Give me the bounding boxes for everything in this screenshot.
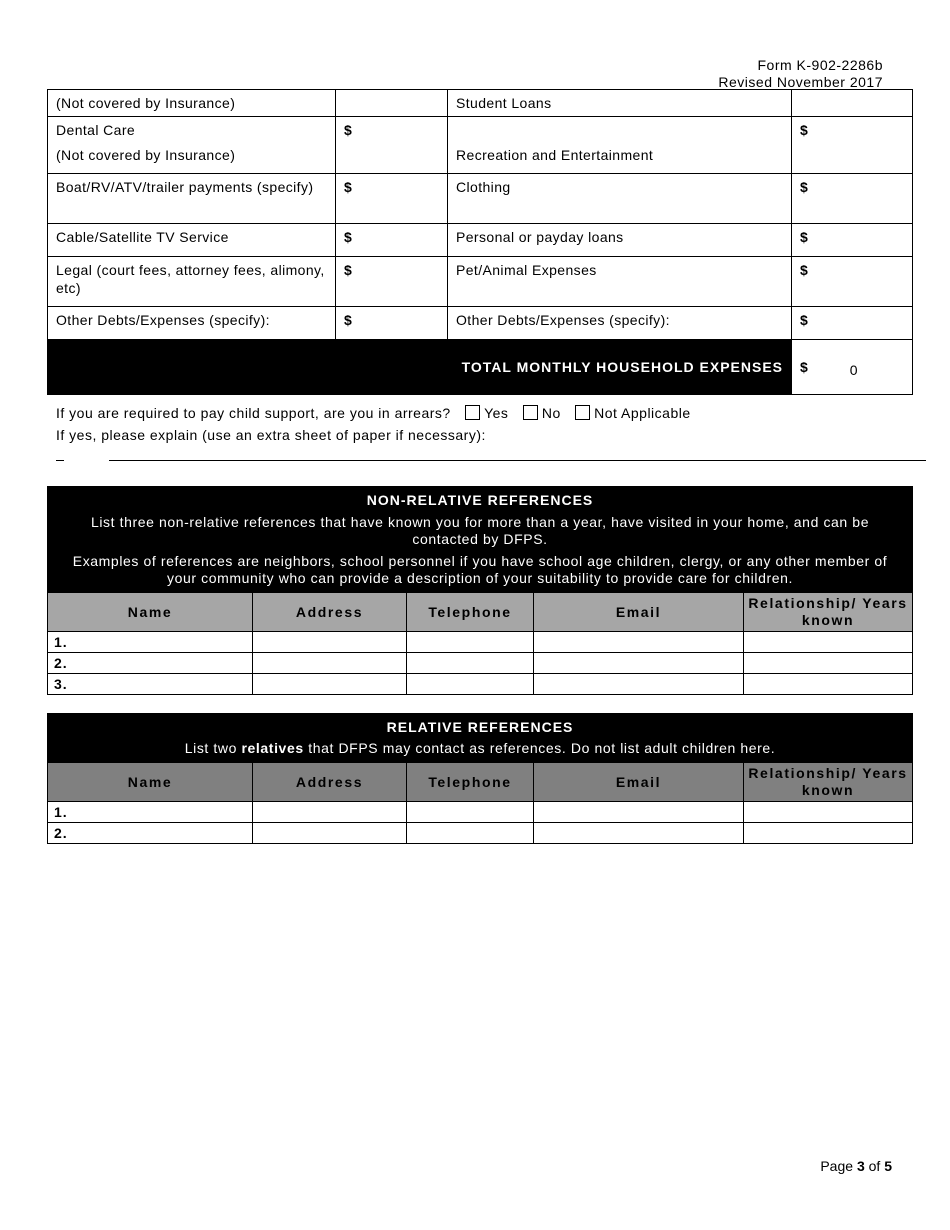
expense-label-cell bbox=[448, 117, 792, 174]
expense-label: Personal or payday loans bbox=[448, 224, 792, 257]
table-row bbox=[48, 674, 913, 695]
reference-name-field[interactable]: 1. bbox=[48, 802, 253, 823]
reference-name-field[interactable]: 3. bbox=[48, 674, 253, 695]
reference-telephone-field[interactable] bbox=[407, 653, 534, 674]
reference-relationship-field[interactable] bbox=[744, 823, 913, 844]
expense-amount-field[interactable]: $ bbox=[336, 224, 448, 257]
reference-telephone-field[interactable] bbox=[407, 802, 534, 823]
expense-row bbox=[48, 174, 913, 224]
expense-amount-field[interactable]: $ bbox=[792, 307, 913, 340]
non-relative-references-table bbox=[47, 486, 913, 695]
reference-email-field[interactable] bbox=[534, 653, 744, 674]
arrears-question-line bbox=[56, 404, 691, 422]
expense-amount-field[interactable]: $ bbox=[792, 257, 913, 307]
expenses-table bbox=[47, 89, 913, 395]
table-row bbox=[48, 653, 913, 674]
table-row bbox=[48, 823, 913, 844]
explain-prompt: If yes, please explain (use an extra sheet of paper if necessary): bbox=[56, 427, 486, 443]
page-prefix: Page bbox=[820, 1158, 857, 1174]
expense-amount-field[interactable]: $ bbox=[336, 307, 448, 340]
yes-label: Yes bbox=[484, 405, 509, 421]
expense-amount-field[interactable] bbox=[336, 90, 448, 117]
total-row bbox=[48, 340, 913, 395]
not-applicable-label: Not Applicable bbox=[594, 405, 691, 421]
expense-label: Pet/Animal Expenses bbox=[448, 257, 792, 307]
expense-label: Other Debts/Expenses (specify): bbox=[448, 307, 792, 340]
no-checkbox[interactable] bbox=[523, 405, 538, 420]
reference-address-field[interactable] bbox=[253, 632, 407, 653]
relative-header-row bbox=[48, 763, 913, 802]
expense-label-cell bbox=[48, 117, 336, 174]
relative-instruction-pre: List two bbox=[184, 740, 242, 756]
reference-email-field[interactable] bbox=[534, 632, 744, 653]
column-header-telephone: Telephone bbox=[407, 593, 534, 632]
reference-name-field[interactable]: 2. bbox=[48, 823, 253, 844]
page-total: 5 bbox=[884, 1158, 892, 1174]
expense-row bbox=[48, 257, 913, 307]
reference-relationship-field[interactable] bbox=[744, 674, 913, 695]
expense-amount-field[interactable]: $ bbox=[792, 174, 913, 224]
arrears-question: If you are required to pay child support, are you in arrears? bbox=[56, 405, 451, 421]
form-number: Form K-902-2286b bbox=[757, 57, 883, 73]
column-header-telephone: Telephone bbox=[407, 763, 534, 802]
page-number bbox=[820, 1158, 892, 1174]
column-header-email: Email bbox=[534, 763, 744, 802]
relative-banner bbox=[48, 714, 913, 763]
non-relative-banner bbox=[48, 487, 913, 593]
reference-relationship-field[interactable] bbox=[744, 653, 913, 674]
expense-sublabel: Recreation and Entertainment bbox=[456, 147, 654, 163]
child-support-section bbox=[56, 404, 691, 444]
expense-amount-field[interactable]: $ bbox=[792, 117, 913, 174]
form-identifier bbox=[718, 57, 883, 91]
expense-row bbox=[48, 90, 913, 117]
column-header-address: Address bbox=[253, 763, 407, 802]
relative-instruction-bold: relatives bbox=[241, 740, 304, 756]
reference-relationship-field[interactable] bbox=[744, 632, 913, 653]
expense-label bbox=[456, 122, 460, 138]
reference-email-field[interactable] bbox=[534, 823, 744, 844]
no-label: No bbox=[541, 405, 561, 421]
reference-name-field[interactable]: 2. bbox=[48, 653, 253, 674]
relative-instruction-post: that DFPS may contact as references. Do not list adult children here. bbox=[303, 740, 776, 756]
total-dollar-sign: $ bbox=[800, 359, 809, 375]
expense-label: Cable/Satellite TV Service bbox=[48, 224, 336, 257]
non-relative-header-row bbox=[48, 593, 913, 632]
expense-row bbox=[48, 117, 913, 174]
expense-label: Legal (court fees, attorney fees, alimony, etc) bbox=[48, 257, 336, 307]
reference-relationship-field[interactable] bbox=[744, 802, 913, 823]
expense-row bbox=[48, 307, 913, 340]
page-of: of bbox=[864, 1158, 885, 1174]
column-header-name: Name bbox=[48, 593, 253, 632]
reference-address-field[interactable] bbox=[253, 802, 407, 823]
revised-date: Revised November 2017 bbox=[718, 74, 883, 90]
total-value: 0 bbox=[849, 362, 859, 378]
column-header-relationship: Relationship/ Years known bbox=[744, 763, 913, 802]
table-row bbox=[48, 802, 913, 823]
expense-label: (Not covered by Insurance) bbox=[48, 90, 336, 117]
reference-address-field[interactable] bbox=[253, 653, 407, 674]
expense-sublabel: (Not covered by Insurance) bbox=[56, 147, 236, 163]
relative-references-table bbox=[47, 713, 913, 844]
not-applicable-checkbox[interactable] bbox=[575, 405, 590, 420]
expense-row bbox=[48, 224, 913, 257]
reference-email-field[interactable] bbox=[534, 674, 744, 695]
non-relative-instruction-2: Examples of references are neighbors, school personnel if you have school age children, clergy, or any other member of your community who can provide a description of your suitability to provide care for children. bbox=[72, 553, 888, 586]
expense-label: Student Loans bbox=[448, 90, 792, 117]
reference-address-field[interactable] bbox=[253, 674, 407, 695]
expense-label: Dental Care bbox=[56, 122, 136, 138]
total-amount-field[interactable] bbox=[792, 340, 913, 395]
total-label: TOTAL MONTHLY HOUSEHOLD EXPENSES bbox=[48, 340, 792, 395]
expense-label: Other Debts/Expenses (specify): bbox=[48, 307, 336, 340]
column-header-relationship: Relationship/ Years known bbox=[744, 593, 913, 632]
expense-amount-field[interactable]: $ bbox=[336, 174, 448, 224]
expense-amount-field[interactable]: $ bbox=[792, 224, 913, 257]
relative-title: RELATIVE REFERENCES bbox=[386, 719, 574, 735]
reference-address-field[interactable] bbox=[253, 823, 407, 844]
reference-telephone-field[interactable] bbox=[407, 632, 534, 653]
yes-checkbox[interactable] bbox=[465, 405, 480, 420]
expense-amount-field[interactable]: $ bbox=[336, 257, 448, 307]
column-header-address: Address bbox=[253, 593, 407, 632]
reference-telephone-field[interactable] bbox=[407, 823, 534, 844]
non-relative-instruction-1: List three non-relative references that have known you for more than a year, have visited in your home, and can be contacted by DFPS. bbox=[90, 514, 870, 547]
explain-answer-line[interactable] bbox=[56, 460, 926, 461]
non-relative-title: NON-RELATIVE REFERENCES bbox=[366, 492, 594, 508]
reference-name-field[interactable]: 1. bbox=[48, 632, 253, 653]
relative-instruction bbox=[62, 740, 898, 757]
column-header-name: Name bbox=[48, 763, 253, 802]
table-row bbox=[48, 632, 913, 653]
expense-label: Clothing bbox=[448, 174, 792, 224]
page-current: 3 bbox=[856, 1158, 865, 1174]
expense-amount-field[interactable]: $ bbox=[336, 117, 448, 174]
reference-email-field[interactable] bbox=[534, 802, 744, 823]
expense-amount-field[interactable] bbox=[792, 90, 913, 117]
reference-telephone-field[interactable] bbox=[407, 674, 534, 695]
expense-label: Boat/RV/ATV/trailer payments (specify) bbox=[48, 174, 336, 224]
column-header-email: Email bbox=[534, 593, 744, 632]
